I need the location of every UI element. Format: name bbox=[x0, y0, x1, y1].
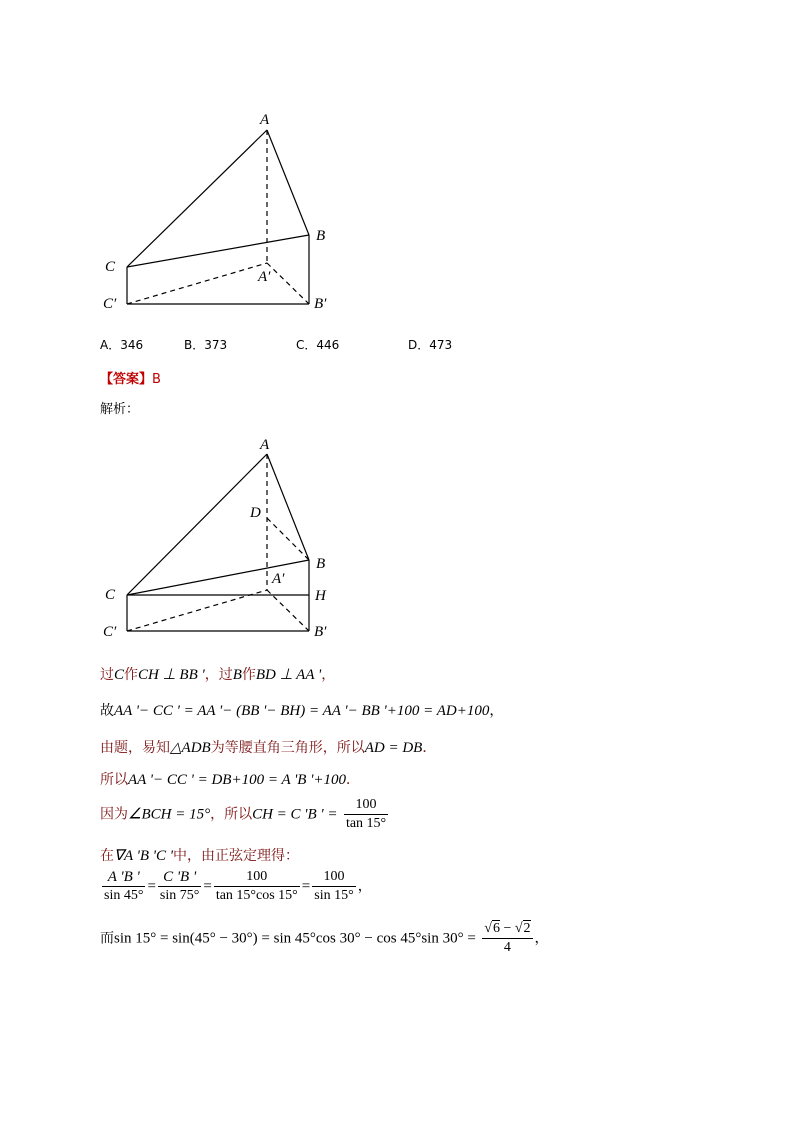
edge-db-dashed bbox=[267, 518, 309, 560]
step-3: 由题，易知△ADB为等腰直角三角形，所以AD = DB． bbox=[100, 740, 437, 756]
edge-apbp-dashed bbox=[267, 263, 309, 304]
figure-2-svg bbox=[95, 432, 355, 647]
step-8: 而sin 15° = sin(45° − 30°) = sin 45°cos 30° − cos 45°sin 30° = $\frac{√6 - √2}{4}$ ， bbox=[100, 921, 549, 955]
label-b-prime: B′ bbox=[314, 296, 327, 312]
label-c: C bbox=[105, 587, 116, 603]
answer-line bbox=[100, 368, 161, 387]
choice-b: B．373 bbox=[184, 338, 228, 352]
fraction-1: $\frac{A 'B '}{\sin 45^\circ}$ bbox=[104, 869, 144, 903]
step-4: 所以AA '− CC ' = DB+100 = A 'B '+100． bbox=[100, 772, 361, 788]
label-c: C bbox=[105, 259, 116, 275]
step-5: 因为∠BCH = 15°，所以CH = C 'B ' = $\frac{100}{\tan 15^\circ}$ bbox=[100, 797, 387, 831]
label-c-prime: C′ bbox=[103, 624, 117, 640]
label-h: H bbox=[315, 588, 326, 604]
label-d: D bbox=[250, 505, 261, 521]
figure-1 bbox=[95, 105, 355, 320]
fraction-ch: $\frac{100}{\tan 15^\circ}$ bbox=[345, 797, 387, 831]
choice-c: C．446 bbox=[296, 338, 340, 352]
figure-1-svg bbox=[95, 105, 355, 320]
label-a-prime: A′ bbox=[258, 269, 271, 285]
label-a-prime: A′ bbox=[272, 571, 285, 587]
fraction-2: $\frac{C 'B '}{\sin 75^\circ}$ bbox=[159, 869, 200, 903]
step-6: 在∇A 'B 'C '中，由正弦定理得： bbox=[100, 848, 299, 864]
choice-a: A．346 bbox=[100, 338, 144, 352]
edge-ac bbox=[127, 454, 267, 595]
analysis-label: 解析： bbox=[100, 402, 140, 417]
step-2: 故AA '− CC ' = AA '− (BB '− BH) = AA '− BB '+100 = AD+100， bbox=[100, 703, 504, 719]
fraction-4: $\frac{100}{\sin 15^\circ}$ bbox=[314, 869, 354, 903]
edge-ab bbox=[267, 454, 309, 560]
label-c-prime: C′ bbox=[103, 296, 117, 312]
label-b-prime: B′ bbox=[314, 624, 327, 640]
figure-2 bbox=[95, 432, 355, 647]
edge-cpap-dashed bbox=[127, 263, 267, 304]
label-a: A bbox=[260, 437, 270, 453]
answer-tag: 【答案】 bbox=[100, 372, 153, 387]
step-7: $\frac{A 'B '}{\sin 45^\circ}$ = $\frac{C 'B '}{\sin 75^\circ}$ = $\frac{100}{\tan 15^\circ\cos 15^\circ}$ = $\frac{100}{\sin 15^\circ}$ ， bbox=[104, 869, 372, 903]
label-b: B bbox=[316, 228, 326, 244]
label-b: B bbox=[316, 556, 326, 572]
fraction-3: $\frac{100}{\tan 15^\circ\cos 15^\circ}$ bbox=[215, 869, 298, 903]
edge-cpap-dashed bbox=[127, 590, 267, 631]
edge-apbp-dashed bbox=[267, 590, 309, 631]
label-a: A bbox=[260, 112, 270, 128]
step-1: 过C作CH ⊥ BB '，过B作BD ⊥ AA '， bbox=[100, 667, 336, 683]
choice-d: D．473 bbox=[408, 338, 453, 352]
edge-ab bbox=[267, 130, 309, 235]
answer-value: B bbox=[152, 372, 161, 387]
fraction-sin15: $\frac{√6 - √2}{4}$ bbox=[484, 921, 531, 955]
